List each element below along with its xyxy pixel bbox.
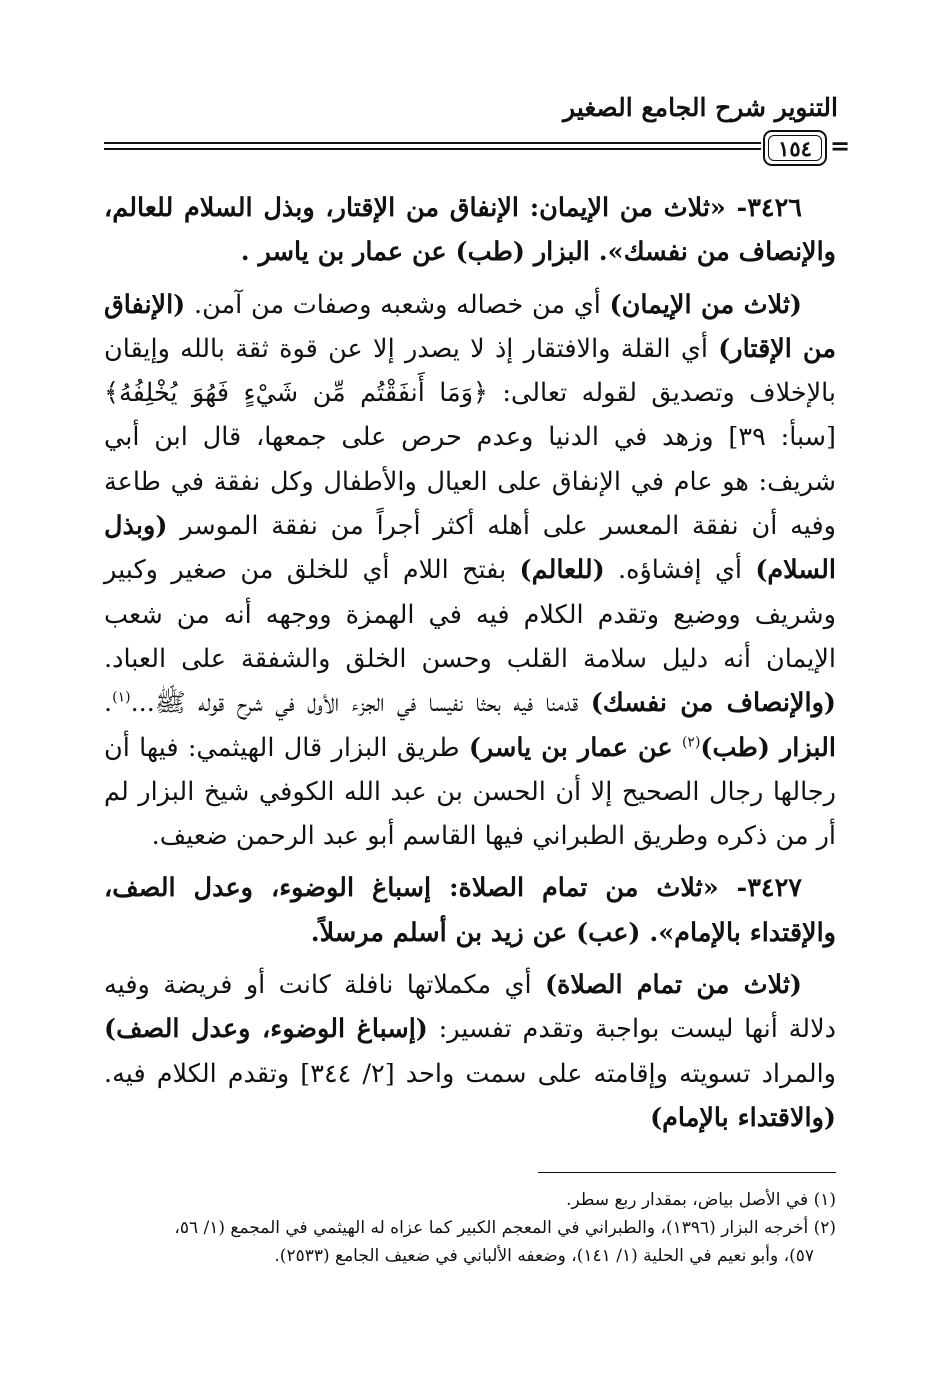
lemma: (والاقتداء بالإمام) — [650, 1102, 836, 1133]
footnotes — [104, 1186, 836, 1270]
header-rule-bottom — [104, 148, 761, 150]
hadith-3426-line-2: والإنصاف من نفسك». البزار (طب) عن عمار بن ياسر . — [240, 237, 836, 268]
page-number: ١٥٤ — [778, 135, 812, 161]
commentary-text: طريق البزار قال الهيثمي: فيها أن رجالها رجال الصحيح إلا أن الحسن بن عبد الله الكوفي شيخ البزار لم أر من ذكره وطريق الطبراني فيها القاسم أبو عبد الرحمن ضعيف. — [104, 732, 836, 852]
footnote-ref-1[interactable]: (١) — [112, 689, 131, 706]
header-rule-top — [104, 142, 761, 144]
commentary-text: أي إفشاؤه. — [604, 555, 756, 586]
footnote-separator — [538, 1172, 836, 1173]
hadith-3427-line-1: ٣٤٢٧- «ثلاث من تمام الصلاة: إسباغ الوضوء، وعدل الصف، والإقتداء — [104, 873, 836, 948]
lemma: (والإنصاف من نفسك) — [590, 688, 836, 719]
page-number-box — [763, 130, 827, 166]
hadith-3426-line-1: ٣٤٢٦- «ثلاث من الإيمان: الإنفاق من الإقتار، وبذل السلام للعالم، — [104, 193, 802, 223]
lemma: (الإنفاق من الإقتار) — [104, 289, 836, 364]
footnote-ref-2[interactable]: (٢) — [681, 734, 701, 751]
commentary-text: أي مكملاتها نافلة كانت أو فريضة وفيه دلالة أنها ليست بواجبة وتقدم تفسير: — [104, 970, 836, 1045]
footnote-2-line-2: ٥٧)، وأبو نعيم في الحلية (١/ ١٤١)، وضعفه الألباني في ضعيف الجامع (٢٥٣٣). — [274, 1246, 814, 1266]
commentary-text — [673, 733, 682, 763]
lemma: (ثلاث من تمام الصلاة) — [544, 970, 802, 1001]
commentary-text: بفتح اللام أي للخلق من صغير وكبير وشريف ووضيع وتقدم الكلام فيه في الهمزة ووجهه أنه من شعب الإيمان أنه دليل سلامة القلب وحسن الخلق والشفقة على العباد. — [104, 555, 836, 674]
commentary-text: . — [104, 688, 113, 719]
lemma: (إسباغ الوضوء، وعدل الصف) — [104, 1014, 428, 1045]
lemma: عن عمار بن ياسر) — [468, 732, 673, 763]
running-title: التنوير شرح الجامع الصغير — [563, 93, 838, 122]
commentary-3427 — [104, 963, 836, 1140]
hadith-3427-line-2: بالإمام». (عب) عن زيد بن أسلم مرسلاً. — [310, 917, 741, 948]
footnote-2-line-1: (٢) أخرجه البزار (١٣٩٦)، والطبراني في المعجم الكبير كما عزاه له الهيثمي في المجمع (١/ ٥٦، — [174, 1218, 836, 1238]
footnote-1: (١) في الأصل بياض، بمقدار ربع سطر. — [566, 1190, 836, 1210]
main-text — [104, 186, 836, 1148]
hadith-3426 — [104, 186, 836, 275]
commentary-3426 — [104, 283, 836, 859]
footnote-2 — [104, 1214, 836, 1270]
lemma: (ثلاث من الإيمان) — [609, 289, 802, 320]
commentary-text: قدمنا فيه بحثا نفيسا في الجزء الأول في شرح قوله ﷺ... — [130, 688, 591, 719]
hadith-3427 — [104, 866, 836, 955]
lemma: البزار (طب) — [700, 732, 836, 763]
commentary-text: أي القلة والافتقار إذ لا يصدر إلا عن قوة ثقة بالله وإيقان بالإخلاف وتصديق لقوله تعالى: ﴿وَمَا أَنفَقْتُم مِّن شَيْءٍ فَهُوَ يُخْلِفُهُ﴾ [سبأ: ٣٩] وزهد في الدنيا وعدم حرص على جمعها، قال ابن أبي شريف: هو عام في الإنفاق على العيال والأطفال وكل نفقة في طاعة وفيه أن نفقة المعسر على أهله أكثر أجراً من نفقة الموسر — [104, 333, 836, 542]
commentary-text: أي من خصاله وشعبه وصفات من آمن. — [185, 289, 610, 320]
lemma: (وبذل السلام) — [104, 511, 836, 586]
commentary-text: والمراد تسويته وإقامته على سمت واحد [٢/ ٣٤٤] وتقدم الكلام فيه. — [104, 1058, 836, 1089]
lemma: (للعالم) — [519, 555, 605, 586]
header-edge-mark: = — [830, 131, 851, 160]
